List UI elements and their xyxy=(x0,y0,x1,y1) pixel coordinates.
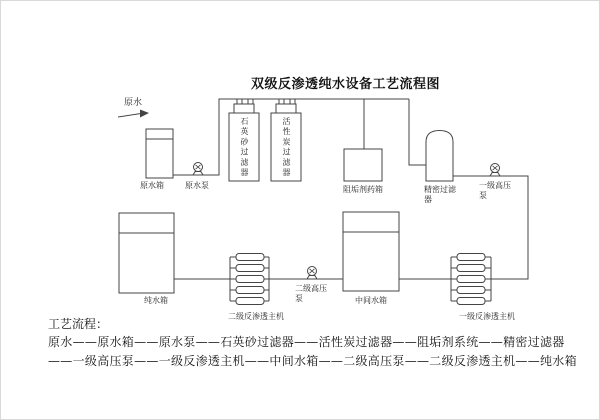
stage2-hp-pump-label: 二级高压泵 xyxy=(295,284,327,303)
process-flow-line-1: 原水——原水箱——原水泵——石英砂过滤器——活性炭过滤器——阻垢剂系统——精密过滤器 xyxy=(48,335,565,349)
carbon-filter-label: 活性炭过滤器 xyxy=(282,117,291,179)
raw-water-label: 原水 xyxy=(124,98,143,108)
precision-filter-label: 精密过滤器 xyxy=(424,185,456,204)
raw-water-tank-label: 原水箱 xyxy=(140,181,164,190)
stage2-ro-unit-label: 二级反渗透主机 xyxy=(228,312,284,321)
stage1-hp-pump-icon xyxy=(490,164,500,177)
precision-filter-vessel xyxy=(426,131,453,182)
stage2-hp-pump-icon xyxy=(307,267,317,280)
scale-inhibitor-box-label: 阻垢剂药箱 xyxy=(343,185,383,194)
process-flow-heading: 工艺流程： xyxy=(48,317,109,331)
pure-water-tank-label: 纯水箱 xyxy=(144,296,168,305)
process-flow-line-2: ——一级高压泵——一级反渗透主机——中间水箱——二级高压泵——二级反渗透主机——纯水箱 xyxy=(48,354,577,368)
stage2-ro-membrane-stack xyxy=(230,254,269,305)
raw-water-pump-label: 原水泵 xyxy=(185,181,209,190)
stage1-ro-membrane-stack xyxy=(451,254,491,305)
quartz-filter-label: 石英砂过滤器 xyxy=(240,117,249,179)
intermediate-tank xyxy=(343,212,399,291)
scale-inhibitor-box xyxy=(344,149,382,181)
stage1-hp-pump-label: 一级高压泵 xyxy=(479,181,511,200)
stage1-ro-unit-label: 一级反渗透主机 xyxy=(459,312,515,321)
raw-water-tank xyxy=(146,129,173,178)
intermediate-tank-label: 中间水箱 xyxy=(355,296,387,305)
page-title: 双级反渗透纯水设备工艺流程图 xyxy=(251,77,441,92)
raw-water-pump-icon xyxy=(193,163,203,176)
pure-water-tank xyxy=(119,213,174,293)
raw-water-arrow-icon xyxy=(118,110,149,118)
